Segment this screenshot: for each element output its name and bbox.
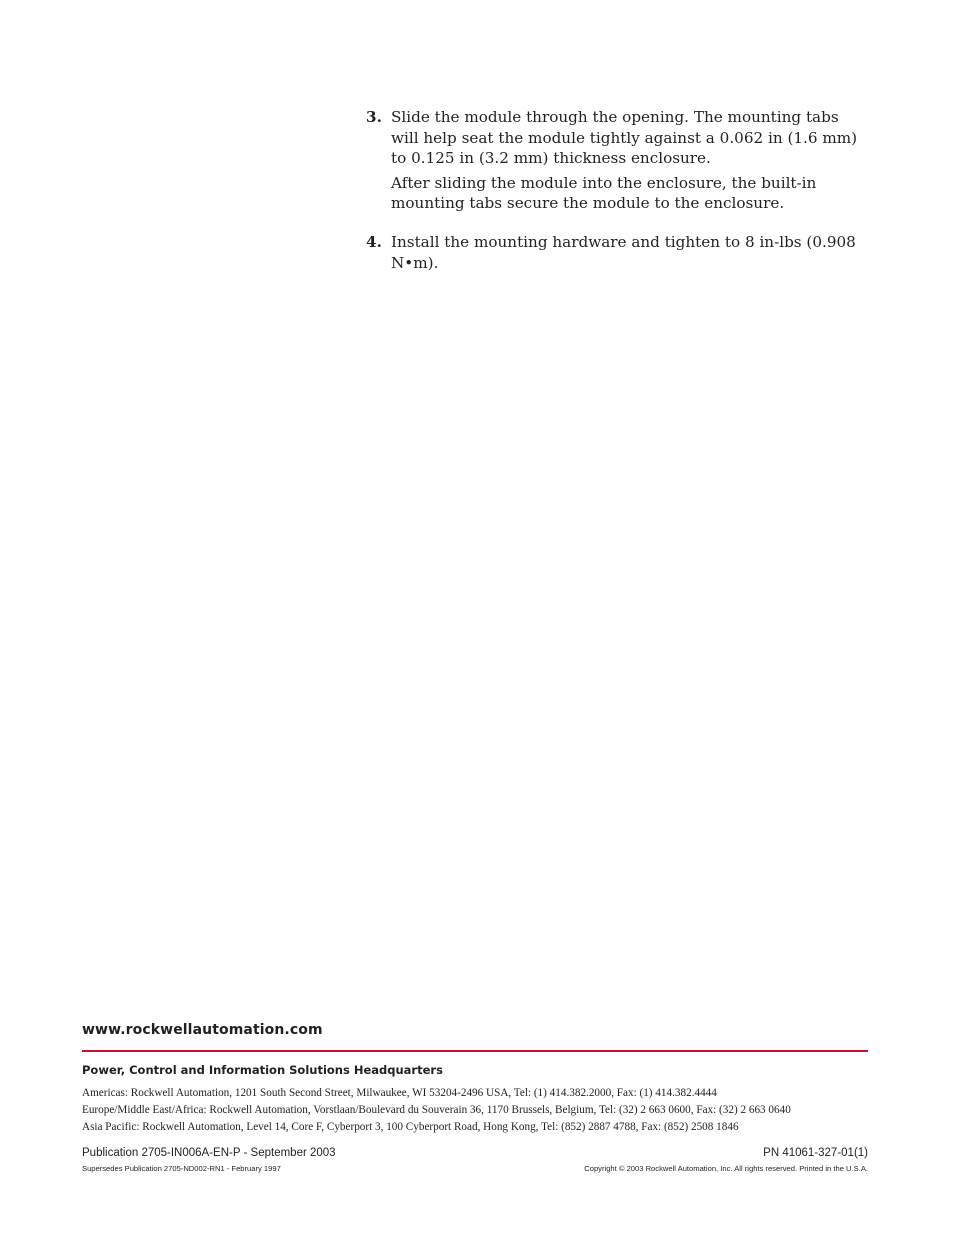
supersedes-note: Supersedes Publication 2705-ND002-RN1 - February 1997 — [82, 1164, 281, 1173]
step-body — [391, 232, 866, 277]
address-emea: Europe/Middle East/Africa: Rockwell Automation, Vorstlaan/Boulevard du Souverain 36, 1170 Brussels, Belgium, Tel: (32) 2 663 0600, Fax: (32) 2 663 0640 — [82, 1104, 791, 1116]
publication-number: Publication 2705-IN006A-EN-P - September 2003 — [82, 1147, 336, 1159]
step-paragraph: After sliding the module into the enclosure, the built-in mounting tabs secure the module to the enclosure. — [391, 173, 817, 213]
step-body — [391, 107, 866, 218]
step-3 — [366, 107, 866, 218]
headquarters-title: Power, Control and Information Solutions Headquarters — [82, 1063, 443, 1077]
instruction-steps — [366, 107, 866, 291]
part-number: PN 41061-327-01(1) — [763, 1147, 868, 1159]
step-number: 4. — [366, 232, 382, 251]
address-asia-pacific: Asia Pacific: Rockwell Automation, Level 14, Core F, Cyberport 3, 100 Cyberport Road, Hong Kong, Tel: (852) 2887 4788, Fax: (852) 2508 1846 — [82, 1121, 739, 1133]
step-paragraph: Slide the module through the opening. The mounting tabs will help seat the module tightly against a 0.062 in (1.6 mm) to 0.125 in (3.2 mm) thickness enclosure. — [391, 108, 858, 168]
copyright-note: Copyright © 2003 Rockwell Automation, Inc. All rights reserved. Printed in the U.S.A. — [584, 1164, 868, 1173]
headquarters-addresses — [82, 1085, 868, 1136]
step-number: 3. — [366, 108, 382, 126]
step-paragraph: Install the mounting hardware and tighten to 8 in-lbs (0.908 N•m). — [391, 232, 856, 272]
website-link[interactable]: www.rockwellautomation.com — [82, 1022, 323, 1038]
address-americas: Americas: Rockwell Automation, 1201 South Second Street, Milwaukee, WI 53204-2496 USA, Tel: (1) 414.382.2000, Fax: (1) 414.382.4444 — [82, 1087, 717, 1099]
step-4 — [366, 232, 866, 277]
fine-print-row — [82, 1164, 868, 1173]
publication-row — [82, 1147, 868, 1159]
footer-divider — [82, 1050, 868, 1052]
